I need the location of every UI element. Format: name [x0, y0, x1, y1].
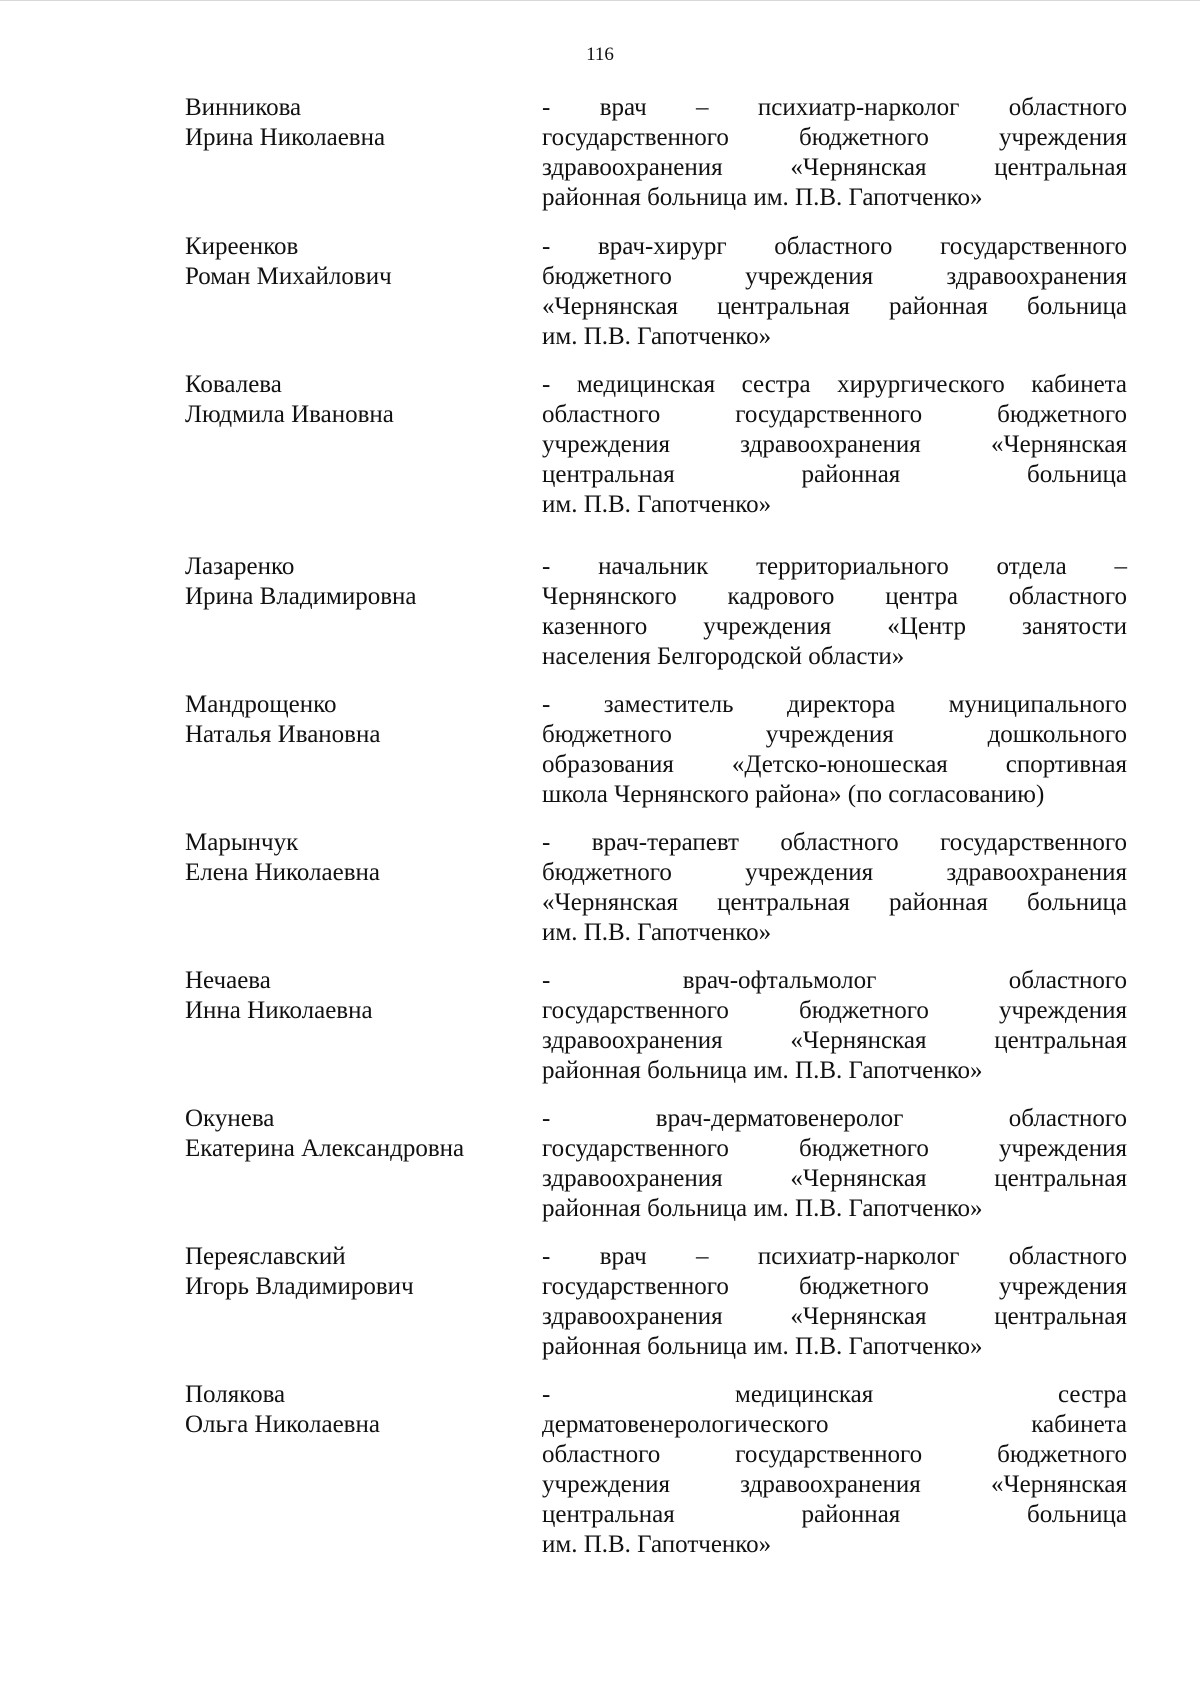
person-name	[185, 552, 525, 612]
person-name	[185, 1104, 525, 1164]
surname: Ковалева	[185, 371, 282, 398]
position-line: им. П.В. Гапотченко»	[542, 919, 772, 946]
person-name	[185, 232, 525, 292]
position-description	[542, 1104, 1127, 1224]
position-line: государственного бюджетного учреждения	[542, 997, 1127, 1024]
position-line: - врач – психиатр-нарколог областного	[542, 1243, 1127, 1270]
given-names: Елена Николаевна	[185, 859, 380, 886]
surname: Киреенков	[185, 233, 299, 260]
position-line: здравоохранения «Чернянская центральная	[542, 1303, 1127, 1330]
position-line: населения Белгородской области»	[542, 643, 905, 670]
position-line: районная больница им. П.В. Гапотченко»	[542, 1057, 983, 1084]
position-line: бюджетного учреждения здравоохранения	[542, 263, 1127, 290]
surname: Переяславский	[185, 1243, 346, 1270]
position-line: центральная районная больница	[542, 1501, 1127, 1528]
position-line: - заместитель директора муниципального	[542, 691, 1127, 718]
position-description	[542, 966, 1127, 1086]
position-line: учреждения здравоохранения «Чернянская	[542, 1471, 1127, 1498]
position-line: областного государственного бюджетного	[542, 401, 1127, 428]
position-line: - врач-офтальмолог областного	[542, 967, 1127, 994]
position-line: районная больница им. П.В. Гапотченко»	[542, 1195, 983, 1222]
given-names: Людмила Ивановна	[185, 401, 394, 428]
person-name	[185, 1380, 525, 1440]
position-line: им. П.В. Гапотченко»	[542, 323, 772, 350]
position-line: государственного бюджетного учреждения	[542, 1135, 1127, 1162]
position-line: районная больница им. П.В. Гапотченко»	[542, 1333, 983, 1360]
surname: Лазаренко	[185, 553, 295, 580]
position-line: государственного бюджетного учреждения	[542, 124, 1127, 151]
position-line: здравоохранения «Чернянская центральная	[542, 1165, 1127, 1192]
given-names: Инна Николаевна	[185, 997, 373, 1024]
position-line: государственного бюджетного учреждения	[542, 1273, 1127, 1300]
position-line: «Чернянская центральная районная больница	[542, 293, 1127, 320]
given-names: Ирина Николаевна	[185, 124, 386, 151]
given-names: Наталья Ивановна	[185, 721, 381, 748]
position-line: казенного учреждения «Центр занятости	[542, 613, 1127, 640]
position-description	[542, 232, 1127, 352]
position-line: - врач-хирург областного государственного	[542, 233, 1127, 260]
position-line: дерматовенерологического кабинета	[542, 1411, 1127, 1438]
page-edge	[0, 0, 1200, 1]
position-line: «Чернянская центральная районная больница	[542, 889, 1127, 916]
person-name	[185, 1242, 525, 1302]
position-line: образования «Детско-юношеская спортивная	[542, 751, 1127, 778]
position-line: - врач-дерматовенеролог областного	[542, 1105, 1127, 1132]
position-line: здравоохранения «Чернянская центральная	[542, 154, 1127, 181]
position-line: - врач – психиатр-нарколог областного	[542, 94, 1127, 121]
surname: Марынчук	[185, 829, 299, 856]
position-description	[542, 552, 1127, 672]
person-name	[185, 370, 525, 430]
page-number: 116	[586, 44, 614, 65]
position-line: бюджетного учреждения здравоохранения	[542, 859, 1127, 886]
surname: Нечаева	[185, 967, 271, 994]
position-line: - врач-терапевт областного государственного	[542, 829, 1127, 856]
position-line: бюджетного учреждения дошкольного	[542, 721, 1127, 748]
person-name	[185, 93, 525, 153]
position-description	[542, 690, 1127, 810]
surname: Винникова	[185, 94, 302, 121]
position-description	[542, 93, 1127, 213]
given-names: Ирина Владимировна	[185, 583, 417, 610]
surname: Полякова	[185, 1381, 286, 1408]
position-line: учреждения здравоохранения «Чернянская	[542, 431, 1127, 458]
position-line: - начальник территориального отдела –	[542, 553, 1127, 580]
position-line: им. П.В. Гапотченко»	[542, 491, 772, 518]
person-name	[185, 966, 525, 1026]
given-names: Роман Михайлович	[185, 263, 392, 290]
position-line: - медицинская сестра хирургического кабинета	[542, 371, 1127, 398]
position-line: - медицинская сестра	[542, 1381, 1127, 1408]
position-description	[542, 828, 1127, 948]
position-line: районная больница им. П.В. Гапотченко»	[542, 184, 983, 211]
surname: Мандрощенко	[185, 691, 337, 718]
position-line: здравоохранения «Чернянская центральная	[542, 1027, 1127, 1054]
given-names: Екатерина Александровна	[185, 1135, 465, 1162]
surname: Окунева	[185, 1105, 275, 1132]
position-description	[542, 1380, 1127, 1560]
position-line: школа Чернянского района» (по согласованию)	[542, 781, 1045, 808]
given-names: Ольга Николаевна	[185, 1411, 380, 1438]
person-name	[185, 828, 525, 888]
given-names: Игорь Владимирович	[185, 1273, 414, 1300]
position-description	[542, 1242, 1127, 1362]
position-description	[542, 370, 1127, 520]
position-line: им. П.В. Гапотченко»	[542, 1531, 772, 1558]
position-line: областного государственного бюджетного	[542, 1441, 1127, 1468]
position-line: центральная районная больница	[542, 461, 1127, 488]
person-name	[185, 690, 525, 750]
position-line: Чернянского кадрового центра областного	[542, 583, 1127, 610]
